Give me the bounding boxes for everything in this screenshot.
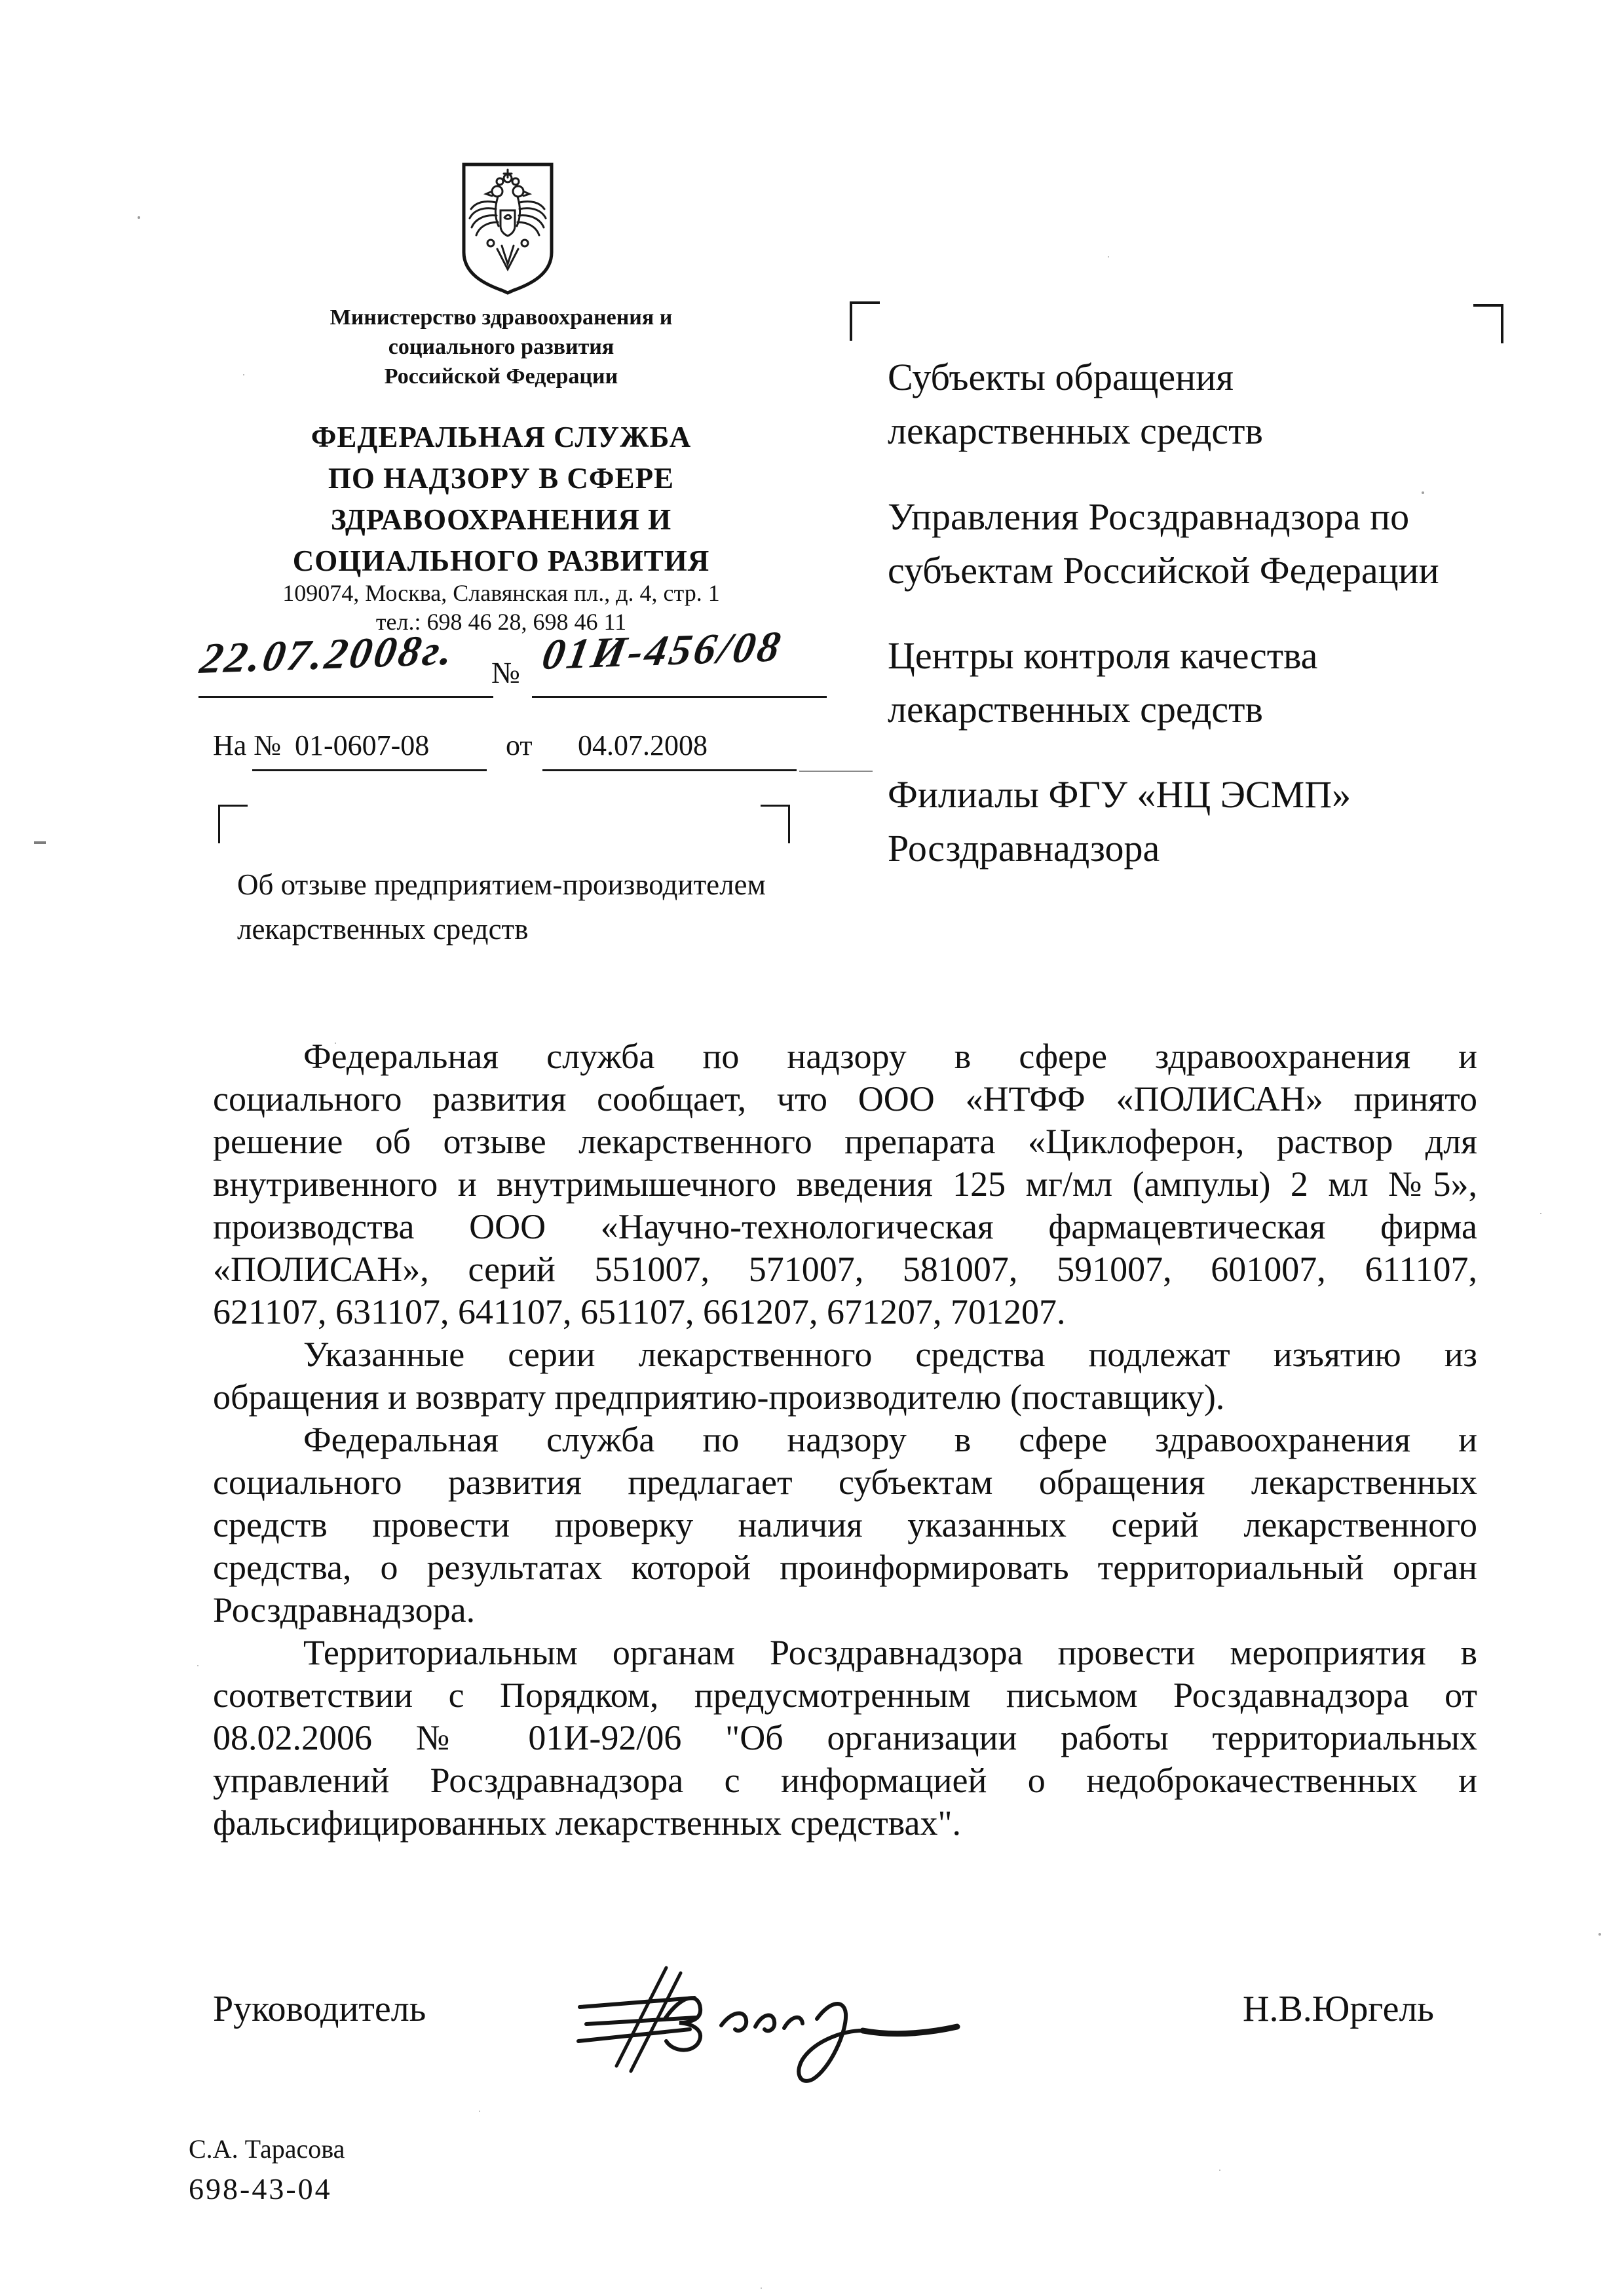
letterhead-phone: тел.: 698 46 28, 698 46 11 (375, 609, 627, 635)
executor-name: С.А. Тарасова (189, 2134, 345, 2164)
ministry-name-block (216, 303, 786, 391)
ministry-line: социального развития (388, 335, 614, 359)
body-line: средства, о результатах которой проинформировать территориальный орган (213, 1548, 1477, 1587)
body-line: Федеральная служба по надзору в сфере здравоохранения и (303, 1420, 1477, 1459)
body-line: Федеральная служба по надзору в сфере здравоохранения и (303, 1037, 1477, 1076)
subject-line: Об отзыве предприятием-производителем (237, 868, 766, 901)
signature-stroke-icon (567, 1956, 966, 2097)
ministry-line: Министерство здравоохранения и (330, 305, 673, 330)
body-line: внутривенного и внутримышечного введения 125 мг/мл (ампулы) 2 мл №5», (213, 1164, 1477, 1204)
body-line: производства ООО «Научно-технологическая фармацевтическая фирма (213, 1207, 1477, 1246)
signer-name: Н.В.Юргель (1243, 1989, 1434, 2029)
reply-date-underline (542, 769, 797, 771)
body-line: «ПОЛИСАН», серий 551007, 571007, 581007, 591007, 601007, 611107, (213, 1250, 1477, 1289)
body-line: решение об отзыве лекарственного препарата «Циклоферон, раствор для (213, 1122, 1477, 1161)
service-line: ФЕДЕРАЛЬНАЯ СЛУЖБА (311, 421, 692, 453)
federal-service-name-block (216, 417, 786, 582)
addressee-line: субъектам Российской Федерации (888, 549, 1439, 592)
service-line: ПО НАДЗОРУ В СФЕРЕ (328, 462, 675, 495)
body-line: средств провести проверку наличия указанных серий лекарственного (213, 1505, 1477, 1544)
body-line: фальсифицированных лекарственных средствах". (213, 1803, 962, 1843)
body-line: социального развития предлагает субъектам обращения лекарственных (213, 1463, 1477, 1502)
scan-artifact-dash (34, 841, 46, 844)
body-line: 621107, 631107, 641107, 651107, 661207, 671207, 701207. (213, 1292, 1066, 1331)
subject-corner-mark-left (218, 805, 248, 843)
addressee-group (888, 768, 1490, 875)
date-underline (198, 696, 493, 698)
body-line: обращения и возврату предприятию-производителю (поставщику). (213, 1377, 1225, 1417)
addressee-line: Управления Росздравнадзора по (888, 495, 1410, 538)
signer-title: Руководитель (213, 1989, 426, 2029)
reply-ref-date: 04.07.2008 (578, 729, 708, 761)
addressee-corner-mark-right (1473, 304, 1503, 343)
body-line: социального развития сообщает, что ООО «НТФФ «ПОЛИСАН» принято (213, 1079, 1477, 1119)
reply-number-underline (252, 769, 487, 771)
body-line: управлений Росздравнадзора с информацией о недоброкачественных и (213, 1761, 1477, 1800)
subject-line: лекарственных средств (237, 913, 529, 946)
handwritten-signature (567, 1956, 966, 2097)
letterhead-address: 109074, Москва, Славянская пл., д. 4, стр. 1 (282, 580, 720, 606)
addressee-group (888, 351, 1490, 458)
addressee-line: Филиалы ФГУ «НЦ ЭСМП» (888, 773, 1351, 816)
service-line: СОЦИАЛЬНОГО РАЗВИТИЯ (292, 545, 710, 577)
body-line: 08.02.2006 № 01И-92/06 "Об организации работы территориальных (213, 1718, 1477, 1757)
letter-body (213, 1035, 1477, 1845)
handwritten-date: 22.07.2008г. (197, 626, 459, 683)
reply-ref-number: 01-0607-08 (295, 729, 430, 761)
body-line: Указанные серии лекарственного средства подлежат изъятию из (303, 1335, 1477, 1374)
body-line: Территориальным органам Росздравнадзора провести мероприятия в (303, 1633, 1477, 1672)
body-line: Росздравнадзора. (213, 1590, 476, 1630)
subject-block (237, 862, 892, 951)
addressee-corner-mark-left (850, 301, 880, 341)
addressee-line: Центры контроля качества (888, 634, 1318, 677)
addressee-group (888, 629, 1490, 737)
reply-from-label: от (506, 729, 533, 761)
addressee-line: Субъекты обращения (888, 356, 1234, 398)
addressee-line: Росздравнадзора (888, 827, 1160, 870)
scan-speck (138, 216, 140, 219)
double-headed-eagle-icon (459, 161, 557, 295)
reply-date-underline-tail (799, 771, 873, 772)
handwritten-outgoing-number: 01И-456/08 (538, 622, 787, 679)
coat-of-arms-emblem (459, 161, 557, 295)
reply-ref-label: На № (213, 729, 282, 761)
executor-phone: 698-43-04 (189, 2172, 332, 2206)
addressee-group (888, 490, 1490, 598)
addressee-line: лекарственных средств (888, 410, 1263, 452)
number-sign-label: № (491, 656, 520, 689)
service-line: ЗДРАВООХРАНЕНИЯ И (330, 503, 672, 536)
subject-corner-mark-right (761, 805, 790, 843)
addressee-line: лекарственных средств (888, 688, 1263, 731)
body-line: соответствии с Порядком, предусмотренным письмом Росздавнадзора от (213, 1675, 1477, 1715)
ministry-line: Российской Федерации (384, 364, 618, 389)
number-underline (532, 696, 827, 698)
